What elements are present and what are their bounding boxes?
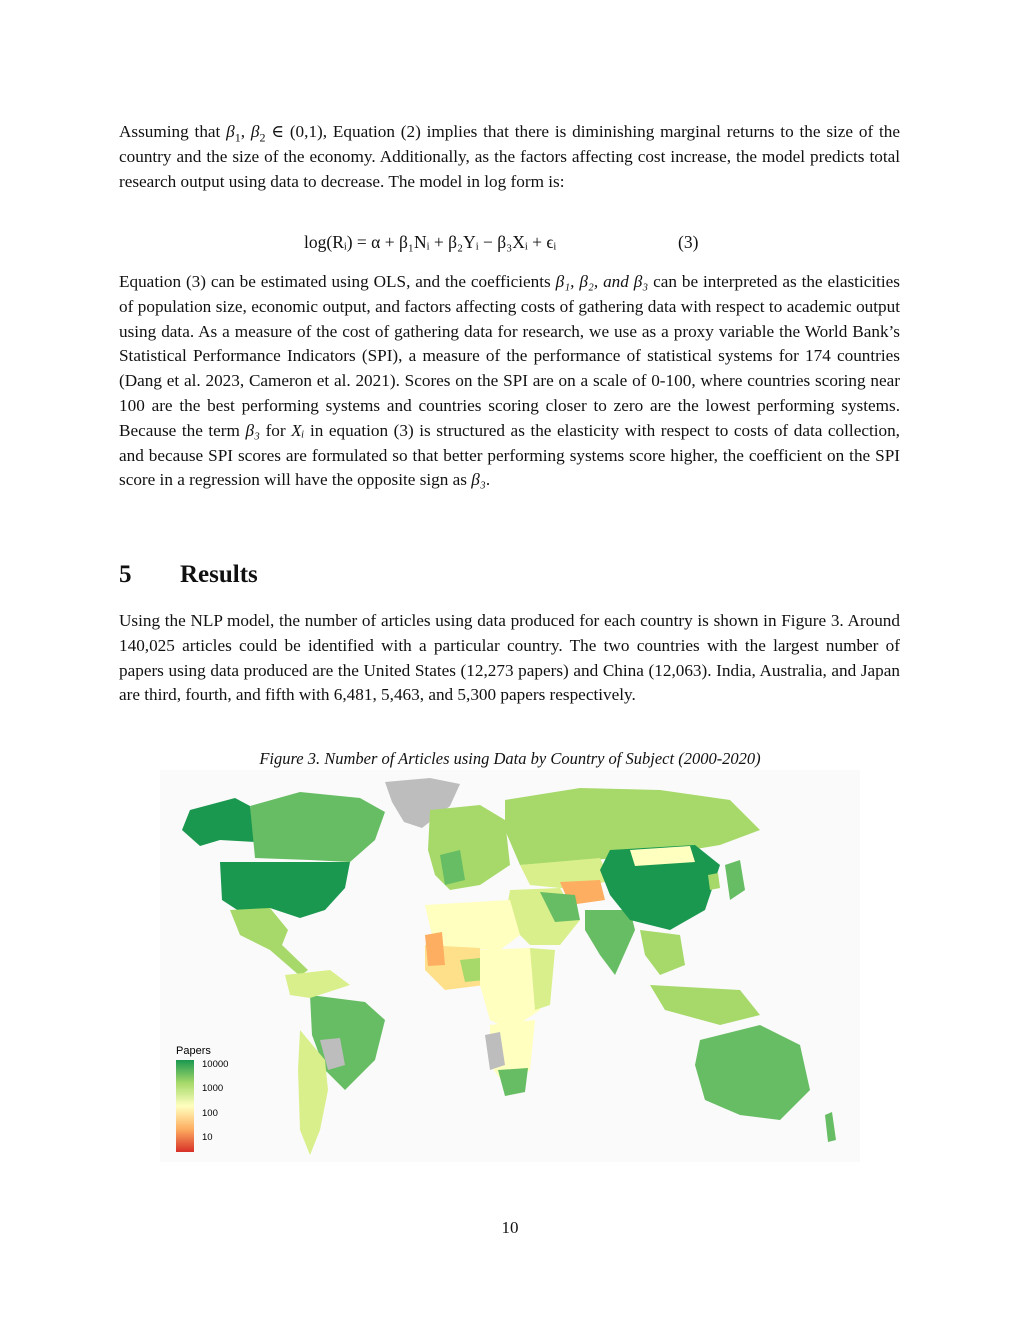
paragraph-estimation: Equation (3) can be estimated using OLS, and the coefficients β₁, β₂, and β₃ can be interpreted as the elasticities of population size, economic output, and factors affecting costs of gathering data with respect to academic output using data. As a measure of the cost of gathering data for research, we use as a proxy variable the World Bank’s Statistical Performance Indicators (SPI), a measure of the performance of statistical systems for 174 countries (Dang et al. 2023, Cameron et al. 2021). Scores on the SPI are on a scale of 0-100, where countries scoring near 100 are the best performing systems and countries scoring closer to zero are the lowest performing systems. Because the term β₃ for Xᵢ in equation (3) is structured as the elasticity with respect to costs of data collection, and because SPI scores are formulated so that better performing systems score higher, the coefficient on the SPI score in a regression will have the opposite sign as β₃. — [119, 272, 900, 490]
section-number: 5 — [119, 561, 132, 588]
legend-label-10: 10 — [202, 1132, 213, 1143]
legend-colorbar — [176, 1060, 194, 1152]
section-title: Results — [180, 561, 258, 588]
equation-3: log(Rᵢ) = α + β₁Nᵢ + β₂Yᵢ − β₃Xᵢ + ϵᵢ — [304, 232, 557, 252]
legend-label-10000: 10000 — [202, 1059, 229, 1070]
legend-label-1000: 1000 — [202, 1083, 224, 1094]
region-mauritania — [425, 932, 445, 966]
paragraph-assumptions: Assuming that $\beta_1$, $\beta_2$ ∈ (0,1), Equation (2) implies that there is diminishing marginal returns to the size of the country and the size of the economy. Additionally, as the factors affecting cost increase, the model predicts total research output using data to decrease. The model in log form is: — [119, 122, 901, 191]
legend-title: Papers — [176, 1045, 211, 1057]
paragraph-results: Using the NLP model, the number of articles using data produced for each country is shown in Figure 3. Around 140,025 articles could be identified with a particular country. The two countries with the largest number of papers using data produced are the United States (12,273 papers) and China (12,063). India, Australia, and Japan are third, fourth, and fifth with 6,481, 5,463, and 5,300 papers respectively. — [119, 611, 900, 705]
page-number: 10 — [501, 1218, 519, 1237]
region-korea — [708, 873, 720, 890]
equation-number: (3) — [678, 232, 699, 252]
legend-label-100: 100 — [202, 1108, 218, 1119]
figure-caption: Figure 3. Number of Articles using Data by Country of Subject (2000-2020) — [259, 749, 761, 768]
world-choropleth-map — [160, 770, 860, 1162]
section-heading — [119, 561, 258, 589]
